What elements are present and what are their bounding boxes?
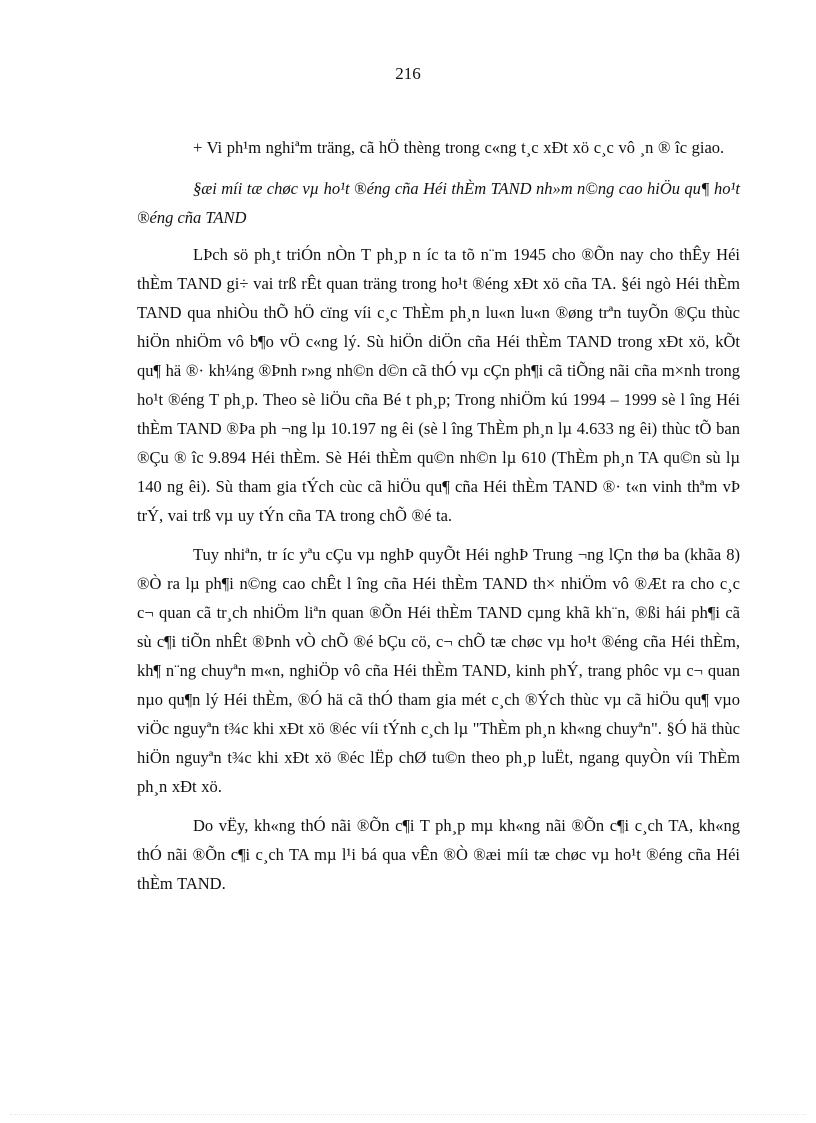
- page-bottom-divider: [10, 1114, 806, 1115]
- page-number: 216: [395, 64, 421, 83]
- body-paragraph-conclusion: Do vËy, kh«ng thÓ nãi ®Õn c¶i T ph¸p mµ kh«ng nãi ®Õn c¶i c¸ch TA, kh«ng thÓ nãi ®Õn c¶i c¸ch TA mµ l¹i bá qua vÊn ®Ò ®æi míi tæ chøc vµ ho¹t ®éng cña Héi thÈm TAND.: [137, 816, 740, 893]
- section-heading: §æi míi tæ chøc vµ ho¹t ®éng cña Héi thÈm TAND nh»m n©ng cao hiÖu qu¶ ho¹t ®éng cña TAND: [137, 179, 740, 227]
- body-paragraph-requirements: Tuy nhiªn, tr íc yªu cÇu vµ nghÞ quyÕt Héi nghÞ Trung ¬ng lÇn thø ba (khãa 8) ®Ò ra lµ ph¶i n©ng cao chÊt l îng cña Héi thÈm TAND th× nhiÖm vô ®Æt ra cho c¸c c¬ quan cã tr¸ch nhiÖm liªn quan ®Õn Héi thÈm TAND cµng khã kh¨n, ®ßi hái ph¶i cã sù c¶i tiÕn nhÊt ®Þnh vÒ chÕ ®é bÇu cö, c¬ chÕ tæ chøc vµ ho¹t ®éng cña Héi thÈm, kh¶ n¨ng chuyªn m«n, nghiÖp vô cña Héi thÈm TAND, kinh phÝ, trang phôc vµ c¬ quan nµo qu¶n lý Héi thÈm, ®Ó hä cã thÓ tham gia mét c¸ch ®Ých thùc vµ cã hiÖu qu¶ vµo viÖc nguyªn t¾c khi xÐt xö ®éc víi tÝnh c¸ch lµ "ThÈm ph¸n kh«ng chuyªn". §Ó hä thùc hiÖn nguyªn t¾c khi xÐt xö ®éc lËp chØ tu©n theo ph¸p luËt, ngang quyÒn víi ThÈm ph¸n xÐt xö.: [137, 545, 740, 796]
- body-paragraph-history: LÞch sö ph¸t triÓn nÒn T ph¸p n íc ta tõ n¨m 1945 cho ®Õn nay cho thÊy Héi thÈm TAND gi÷ vai trß rÊt quan träng trong ho¹t ®éng xÐt xö cña TA. §éi ngò Héi thÈm TAND qua nhiÒu thÕ hÖ cïng víi c¸c ThÈm ph¸n lu«n lu«n ®øng trªn tuyÕn ®Çu thùc hiÖn nhiÖm vô b¶o vÖ c«ng lý. Sù hiÖn diÖn cña Héi thÈm TAND trong xÐt xö, kÕt qu¶ hä ®· kh¼ng ®Þnh r»ng nh©n d©n cã thÓ vµ cÇn ph¶i cã tiÕng nãi cña m×nh trong ho¹t ®éng T ph¸p. Theo sè liÖu cña Bé t ph¸p; Trong nhiÖm kú 1994 – 1999 sè l îng Héi thÈm TAND ®Þa ph ¬ng lµ 10.197 ng êi (sè l îng ThÈm ph¸n lµ 4.633 ng êi) thùc tÕ ban ®Çu ® îc 9.894 Héi thÈm. Sè Héi thÈm qu©n nh©n lµ 610 (ThÈm ph¸n TA qu©n sù lµ 140 ng êi). Sù tham gia tÝch cùc cã hiÖu qu¶ cña Héi thÈm TAND ®· t«n vinh thªm vÞ trÝ, vai trß vµ uy tÝn cña TA trong chÕ ®é ta.: [137, 245, 740, 525]
- page-body: [137, 133, 740, 908]
- violation-clause: + Vi ph¹m nghiªm träng, cã hÖ thèng trong c«ng t¸c xÐt xö c¸c vô ¸n ® îc giao.: [193, 138, 725, 157]
